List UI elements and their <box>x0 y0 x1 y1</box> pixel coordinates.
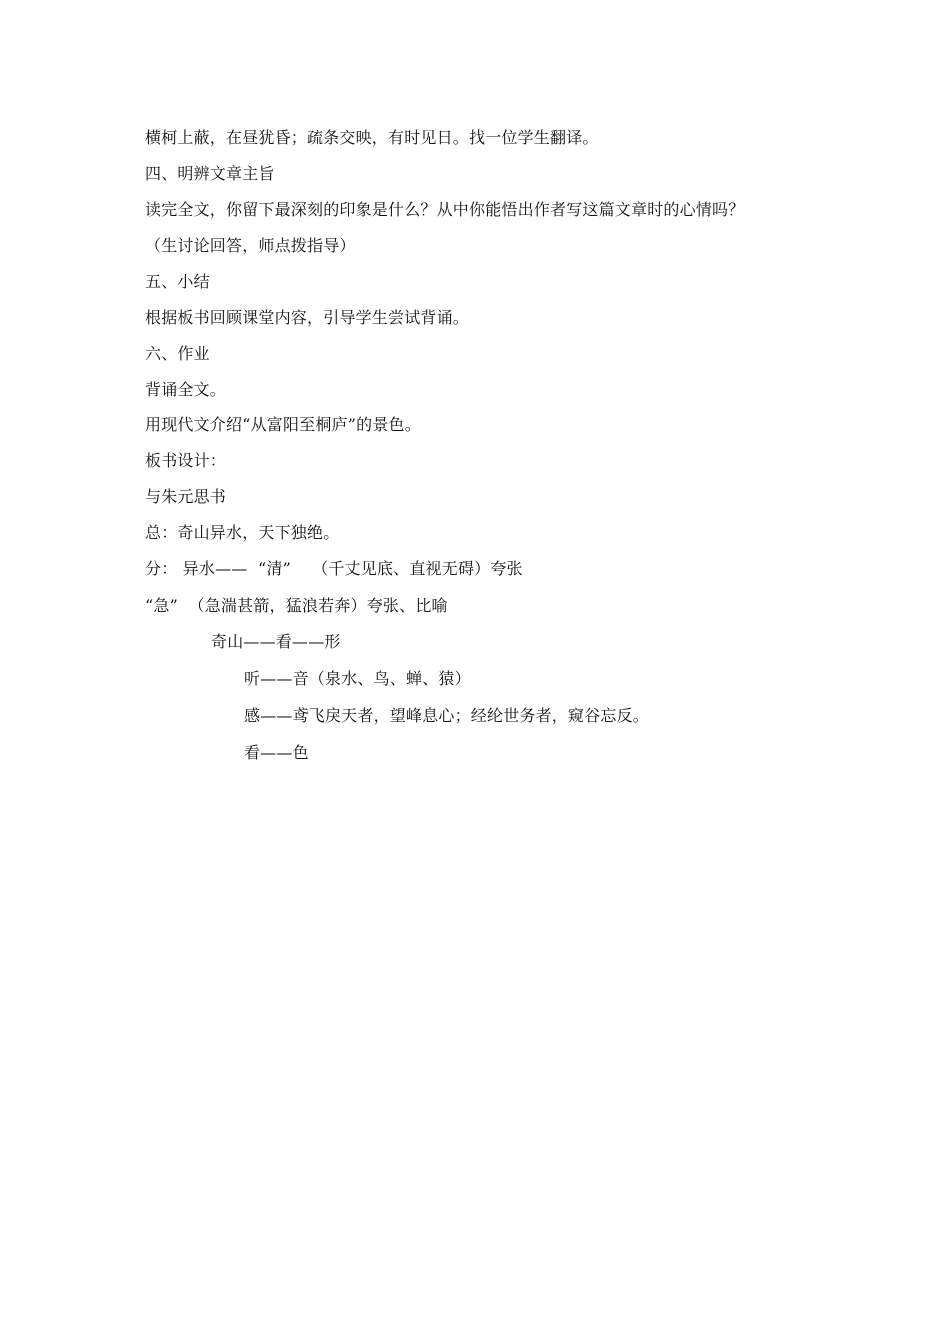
text-line-question: 读完全文，你留下最深刻的印象是什么？从中你能悟出作者写这篇文章时的心情吗？ <box>145 200 745 219</box>
board-mountain-sound: 听——音（泉水、鸟、蝉、猿） <box>244 669 471 688</box>
board-mountain-shape: 奇山——看——形 <box>211 632 341 651</box>
text-line-modern-text: 用现代文介绍“从富阳至桐庐”的景色。 <box>145 415 421 434</box>
board-mountain-color: 看——色 <box>244 743 309 762</box>
board-mountain-feeling: 感——鸢飞戾天者，望峰息心；经纶世务者，窥谷忘反。 <box>244 706 650 725</box>
section-heading-summary: 五、小结 <box>145 272 210 291</box>
section-heading-homework: 六、作业 <box>145 344 210 363</box>
section-heading-theme: 四、明辨文章主旨 <box>145 164 275 183</box>
board-water-clear: 分： 异水—— “清” （千丈见底、直视无碍）夸张 <box>145 559 523 578</box>
text-line-review: 根据板书回顾课堂内容，引导学生尝试背诵。 <box>145 308 470 327</box>
text-line-discussion: （生讨论回答，师点拨指导） <box>145 236 356 255</box>
board-total: 总：奇山异水，天下独绝。 <box>145 523 340 542</box>
text-line-recite: 背诵全文。 <box>145 380 227 399</box>
board-title: 与朱元思书 <box>145 487 227 506</box>
board-design-heading: 板书设计： <box>145 451 227 470</box>
board-water-swift: “急” （急湍甚箭，猛浪若奔）夸张、比喻 <box>145 596 448 615</box>
text-line-translation: 横柯上蔽，在昼犹昏；疏条交映，有时见日。找一位学生翻译。 <box>145 128 599 147</box>
